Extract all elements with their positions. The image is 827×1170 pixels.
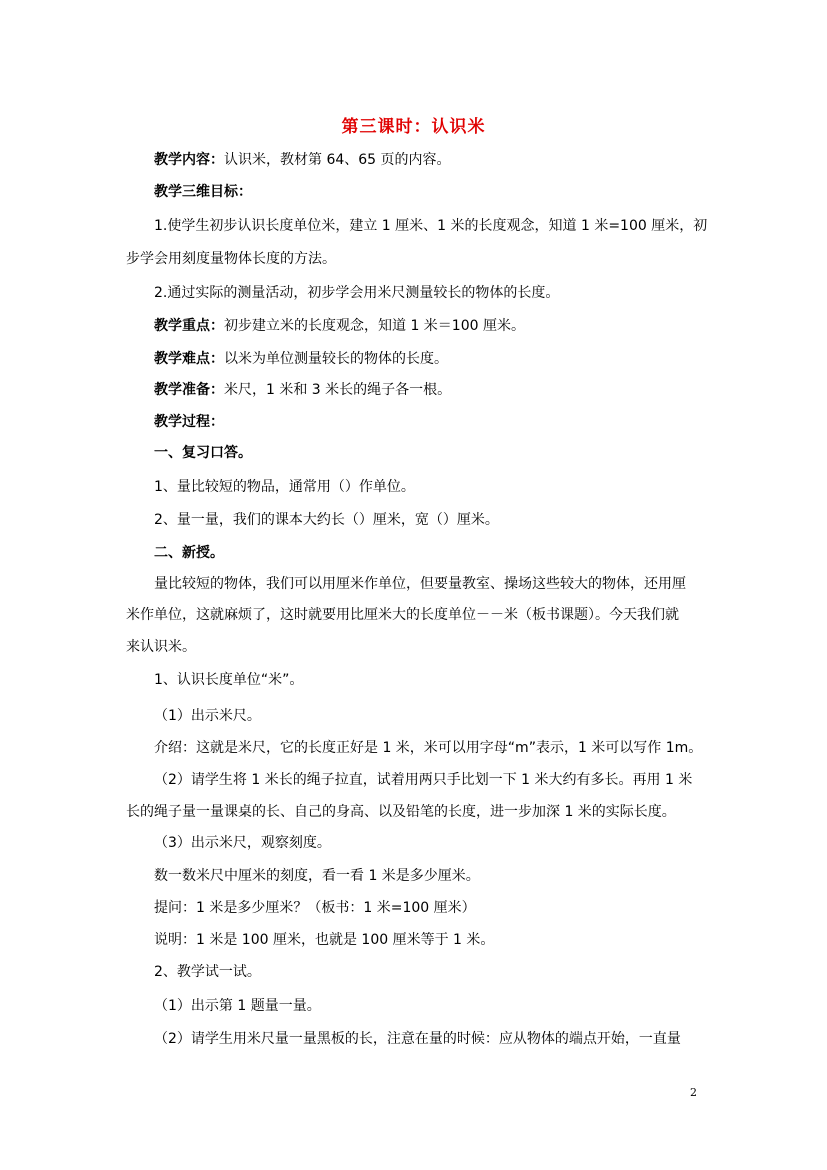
intro-line1: 量比较短的物体，我们可以用厘米作单位，但要量教室、操场这些较大的物体，还用厘 bbox=[154, 576, 686, 592]
explain-line: 说明：1 米是 100 厘米，也就是 100 厘米等于 1 米。 bbox=[154, 932, 495, 948]
section2-heading: 二、新授。 bbox=[154, 545, 224, 561]
question-line: 提问：1 米是多少厘米？（板书：1 米=100 厘米） bbox=[154, 900, 476, 916]
step2-2: （2）请学生用米尺量一量黑板的长，注意在量的时候：应从物体的端点开始，一直量 bbox=[154, 1031, 681, 1047]
review-item-1: 1、量比较短的物品，通常用（）作单位。 bbox=[154, 479, 415, 495]
prep-label: 教学准备： bbox=[154, 382, 224, 398]
content-text: 认识米，教材第 64、65 页的内容。 bbox=[224, 152, 451, 168]
step1-heading: 1、认识长度单位“米”。 bbox=[154, 672, 304, 688]
page-title: 第三课时：认识米 bbox=[341, 117, 486, 137]
goals-heading: 教学三维目标： bbox=[154, 184, 252, 200]
key-row bbox=[154, 316, 525, 336]
prep-row bbox=[154, 380, 451, 400]
step1-1-desc: 介绍：这就是米尺，它的长度正好是 1 米，米可以用字母“m”表示，1 米可以写作 1m。 bbox=[154, 740, 703, 756]
intro-line3: 来认识米。 bbox=[126, 639, 196, 655]
step1-2-line2: 长的绳子量一量课桌的长、自己的身高、以及铅笔的长度，进一步加深 1 米的实际长度。 bbox=[126, 804, 676, 820]
section1-heading: 一、复习口答。 bbox=[154, 445, 252, 461]
intro-line2: 米作单位，这就麻烦了，这时就要用比厘米大的长度单位－－米（板书课题）。今天我们就 bbox=[126, 607, 679, 623]
review-item-2: 2、量一量，我们的课本大约长（）厘米，宽（）厘米。 bbox=[154, 512, 499, 528]
page-number: 2 bbox=[690, 1086, 697, 1099]
content-label: 教学内容： bbox=[154, 152, 224, 168]
step1-2-line1: （2）请学生将 1 米长的绳子拉直，试着用两只手比划一下 1 米大约有多长。再用 1 米 bbox=[154, 772, 693, 788]
difficulty-row bbox=[154, 349, 448, 369]
goal1-line2: 步学会用刻度量物体长度的方法。 bbox=[126, 251, 336, 267]
key-label: 教学重点： bbox=[154, 318, 224, 334]
difficulty-text: 以米为单位测量较长的物体的长度。 bbox=[224, 351, 448, 367]
step1-3: （3）出示米尺，观察刻度。 bbox=[154, 835, 331, 851]
step1-1: （1）出示米尺。 bbox=[154, 708, 261, 724]
key-text: 初步建立米的长度观念，知道 1 米＝100 厘米。 bbox=[224, 318, 525, 334]
difficulty-label: 教学难点： bbox=[154, 351, 224, 367]
goal1-line1: 1.使学生初步认识长度单位米，建立 1 厘米、1 米的长度观念，知道 1 米=100 厘米，初 bbox=[154, 218, 708, 234]
process-heading: 教学过程： bbox=[154, 414, 224, 430]
prep-text: 米尺，1 米和 3 米长的绳子各一根。 bbox=[224, 382, 452, 398]
content-row bbox=[154, 150, 451, 170]
step1-3-desc: 数一数米尺中厘米的刻度，看一看 1 米是多少厘米。 bbox=[154, 868, 480, 884]
step2-1: （1）出示第 1 题量一量。 bbox=[154, 998, 321, 1014]
step2-heading: 2、教学试一试。 bbox=[154, 964, 261, 980]
goal2: 2.通过实际的测量活动，初步学会用米尺测量较长的物体的长度。 bbox=[154, 285, 560, 301]
